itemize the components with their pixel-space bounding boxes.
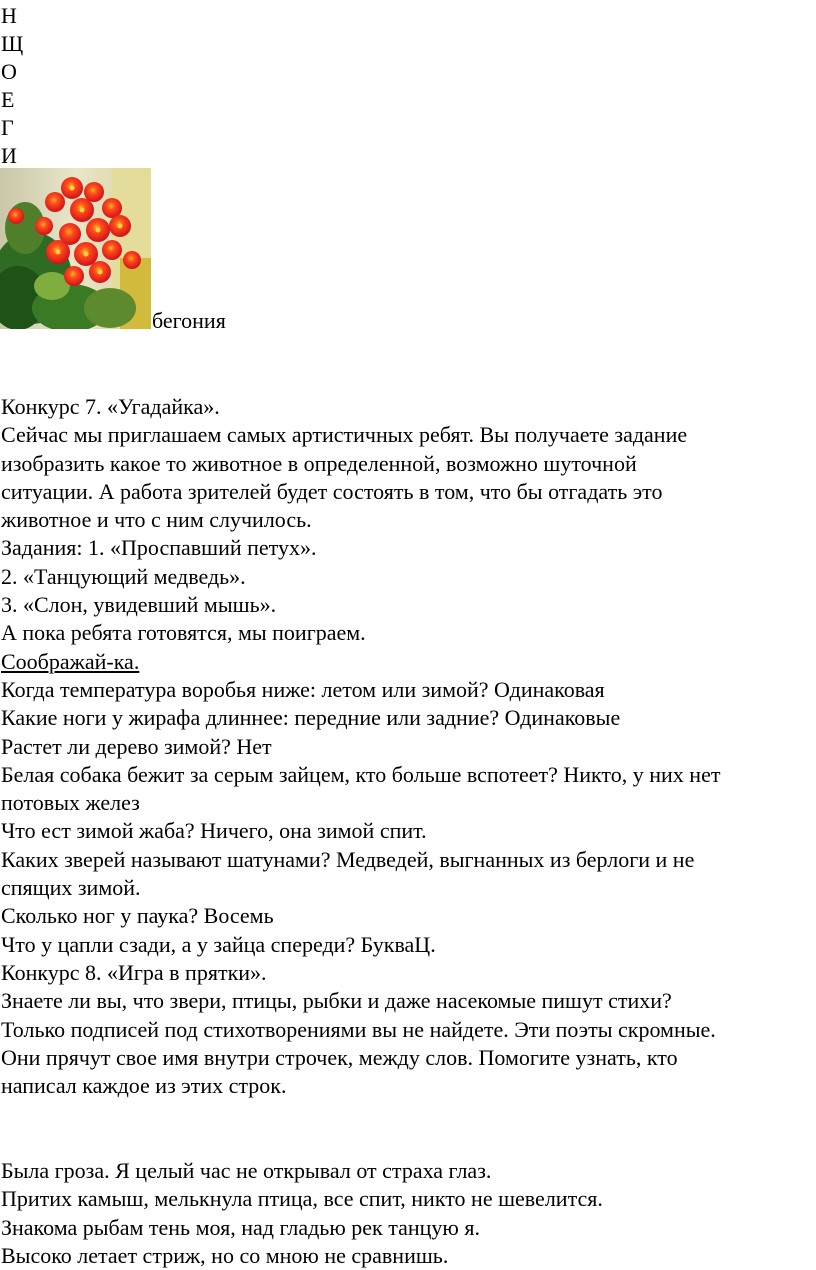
letter: Г (1, 115, 14, 140)
paragraph-line: животное и что с ним случилось. (1, 507, 312, 533)
quiz-line: потовых желез (1, 790, 140, 816)
vertical-word (1, 2, 41, 170)
poem-line: Была гроза. Я целый час не открывал от страха глаз. (1, 1158, 492, 1184)
photo-caption: бегония (152, 308, 226, 333)
quiz-line: Сколько ног у паука? Восемь (1, 903, 274, 929)
quiz-line: Растет ли дерево зимой? Нет (1, 733, 272, 759)
contest8-title: Конкурс 8. «Игра в прятки». (1, 959, 267, 985)
document-body (1, 393, 813, 1270)
quiz-title: Соображай-ка. (1, 648, 140, 674)
letter: Е (1, 87, 15, 112)
contest7-title: Конкурс 7. «Угадайка». (1, 394, 220, 419)
poem-line: Притих камыш, мелькнула птица, все спит, никто не шевелится. (1, 1186, 603, 1212)
task-line: Задания: 1. «Проспавший петух». (1, 535, 317, 561)
task-line: 2. «Танцующий медведь». (1, 563, 246, 589)
quiz-line: Когда температура воробья ниже: летом или зимой? Одинаковая (1, 676, 605, 702)
task-line: 3. «Слон, увидевший мышь». (1, 592, 277, 618)
quiz-line: спящих зимой. (1, 875, 141, 901)
quiz-line: Что у цапли сзади, а у зайца спереди? БукваЦ. (1, 931, 436, 957)
paragraph-line: Они прячут свое имя внутри строчек, между слов. Помогите узнать, кто (1, 1044, 678, 1070)
paragraph-line: Только подписей под стихотворениями вы не найдете. Эти поэты скромные. (1, 1016, 716, 1042)
quiz-line: Каких зверей называют шатунами? Медведей, выгнанных из берлоги и не (1, 846, 695, 872)
blank-space (1, 1100, 813, 1157)
letter: И (1, 143, 17, 168)
letter: Н (1, 3, 17, 28)
paragraph-line: Знаете ли вы, что звери, птицы, рыбки и даже насекомые пишут стихи? (1, 988, 672, 1014)
paragraph-line: ситуации. А работа зрителей будет состоять в том, что бы отгадать это (1, 478, 663, 504)
figure (0, 168, 400, 333)
begonia-photo (0, 168, 151, 329)
poem-line: Высоко летает стриж, но со мною не сравнишь. (1, 1242, 449, 1268)
quiz-line: Белая собака бежит за серым зайцем, кто больше вспотеет? Никто, у них нет (1, 761, 721, 787)
paragraph-line: написал каждое из этих строк. (1, 1073, 287, 1099)
letter: Щ (1, 31, 24, 56)
letter: О (1, 59, 17, 84)
quiz-line: Какие ноги у жирафа длиннее: передние или задние? Одинаковые (1, 705, 621, 731)
quiz-line: Что ест зимой жаба? Ничего, она зимой спит. (1, 818, 427, 844)
paragraph-line: Сейчас мы приглашаем самых артистичных ребят. Вы получаете задание (1, 422, 688, 448)
paragraph-line: А пока ребята готовятся, мы поиграем. (1, 620, 366, 646)
paragraph-line: изобразить какое то животное в определенной, возможно шуточной (1, 450, 637, 476)
poem-line: Знакома рыбам тень моя, над гладью рек танцую я. (1, 1214, 480, 1240)
